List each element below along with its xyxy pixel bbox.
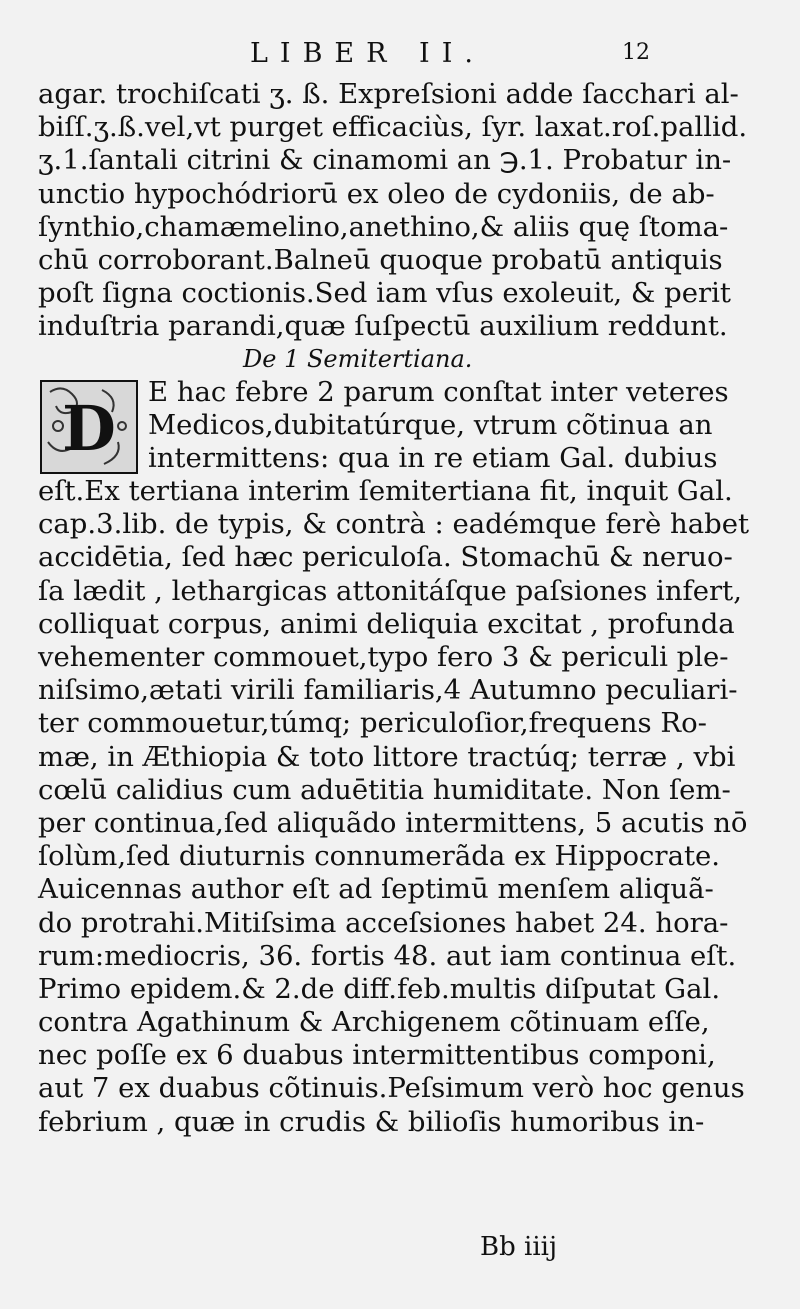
- text-line: cap.3.lib. de typis, & contrà : eadémque ferè habet: [38, 508, 750, 541]
- decorated-initial: [40, 380, 138, 474]
- text-line: cœlū calidius cum aduētitia humiditate. Non ſem-: [38, 773, 731, 806]
- running-title: LIBER II.: [250, 38, 485, 69]
- text-line: contra Agathinum & Archigenem cõtinuam eſſe,: [38, 1006, 710, 1039]
- page-number: 12: [622, 40, 650, 65]
- ornament-icon: [42, 382, 136, 472]
- text-line: colliquat corpus, animi deliquia excitat , profunda: [38, 607, 735, 640]
- text-line: Medicos,dubitatúrque, vtrum cõtinua an: [148, 408, 713, 441]
- text-line: induſtria parandi,quæ ſuſpectū auxilium reddunt.: [38, 310, 728, 343]
- text-line: vehementer commouet,typo fero 3 & periculi ple-: [38, 641, 729, 674]
- signature-mark: Bb iiij: [480, 1232, 558, 1262]
- text-line: accidētia, ſed hæc periculoſa. Stomachū & neruo-: [38, 541, 733, 574]
- text-line: mæ, in Æthiopia & toto littore tractúq; terræ , vbi: [38, 740, 736, 773]
- text-line: biſſ.ʒ.ß.vel,vt purget efficaciùs, ſyr. laxat.roſ.pallid.: [38, 111, 748, 144]
- text-line: intermittens: qua in re etiam Gal. dubius: [148, 441, 718, 474]
- section-heading: De 1 Semitertiana.: [243, 344, 473, 373]
- text-line: poſt ſigna coctionis.Sed iam vſus exoleuit, & perit: [38, 277, 731, 310]
- text-line: aut 7 ex duabus cõtinuis.Peſsimum verò hoc genus: [38, 1072, 745, 1105]
- text-line: rum:mediocris, 36. fortis 48. aut iam continua eſt.: [38, 939, 737, 972]
- text-line: agar. trochiſcati ʒ. ß. Expreſsioni adde ſacchari al-: [38, 78, 739, 110]
- text-line: niſsimo,ætati virili familiaris,4 Autumno peculiari-: [38, 674, 738, 707]
- text-line: per continua,ſed aliquãdo intermittens, 5 acutis nō: [38, 806, 748, 839]
- text-line: ſynthio,chamæmelino,anethino,& aliis quę ſtoma-: [38, 210, 729, 243]
- text-line: do protrahi.Mitiſsima acceſsiones habet 24. hora-: [38, 906, 729, 939]
- text-line: nec poſſe ex 6 duabus intermittentibus componi,: [38, 1039, 716, 1072]
- text-line: chū corroborant.Balneū quoque probatū antiquis: [38, 243, 723, 276]
- text-line: ter commouetur,túmq; periculoſior,frequens Ro-: [38, 707, 707, 740]
- initial-letter: D: [62, 391, 116, 465]
- body-text: [38, 78, 750, 1139]
- text-line: eſt.Ex tertiana interim ſemitertiana fit, inquit Gal.: [38, 475, 733, 508]
- opening-paragraph: [38, 375, 729, 476]
- text-line: ſa lædit , lethargicas attonitáſque paſsiones infert,: [38, 574, 742, 607]
- text-line: unctio hypochódriorū ex oleo de cydoniis, de ab-: [38, 177, 715, 210]
- text-line: Primo epidem.& 2.de diff.feb.multis diſputat Gal.: [38, 972, 721, 1005]
- text-line: ſolùm,ſed diuturnis connumerãda ex Hippocrate.: [38, 840, 721, 873]
- text-line: ʒ.1.ſantali citrini & cinamomi an ℈.1. Probatur in-: [38, 144, 732, 177]
- page-header: [0, 38, 800, 78]
- text-line: Auicennas author eſt ad ſeptimū menſem aliquã-: [38, 873, 714, 906]
- text-line: E hac febre 2 parum conſtat inter veteres: [148, 375, 729, 408]
- text-line: febrium , quæ in crudis & bilioſis humoribus in-: [38, 1105, 705, 1138]
